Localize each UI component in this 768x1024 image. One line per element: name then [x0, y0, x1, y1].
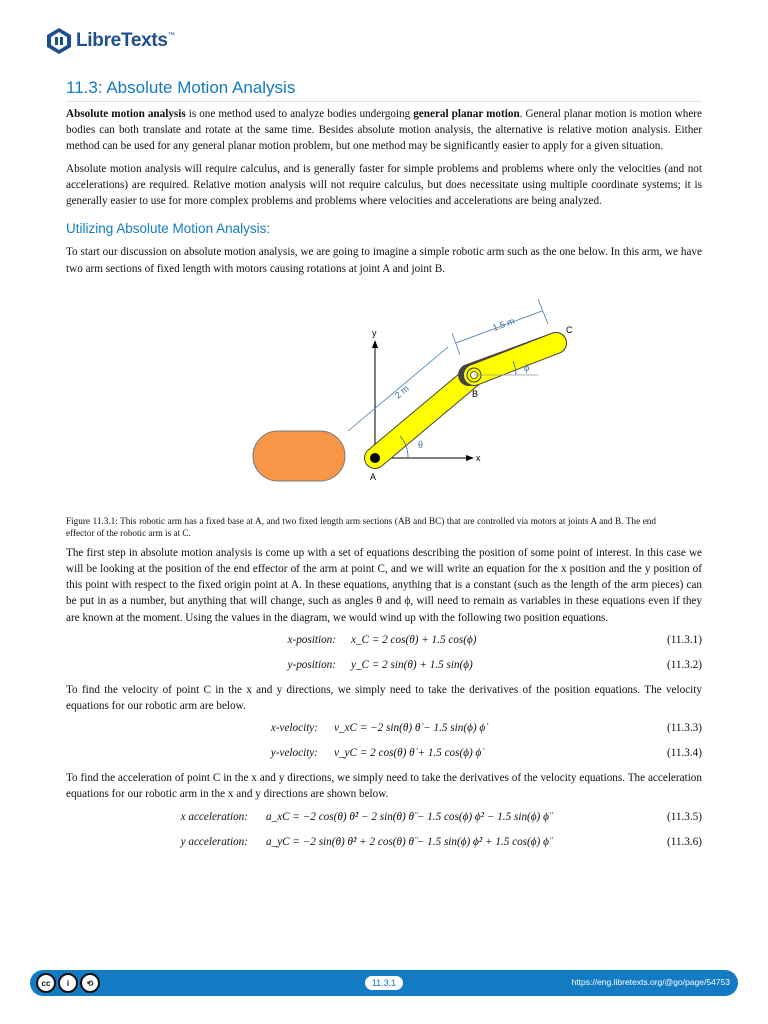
- robotic-arm-figure: [66, 283, 702, 513]
- joint-a: [370, 453, 380, 463]
- paragraph-acceleration: To find the acceleration of point C in the x and y directions, we simply need to take the derivatives of the velocity equations. The acceleration equations for our robotic arm in the x and y directions are shown below.: [66, 772, 702, 801]
- paragraph-position: The first step in absolute motion analysis is come up with a set of equations describing the position of some point of interest. In this case we will be looking at the position of the end effector of the arm at point C, and we will write an equation for the x position and the y position of this point with respect to the fixed origin point at A. In these equations, anything that is a constant (such as the length of the arm pieces) can be put in as a number, but anything that will change, such as angles θ and ϕ, will need to remain as variables in these equations even if they are known at the moment. Using the values in the diagram, we would wind up with the following two position equations.: [66, 546, 702, 624]
- robotic-arm-diagram: [248, 291, 573, 506]
- page-footer: [30, 970, 738, 996]
- page-number: 11.3.1: [365, 976, 403, 990]
- page-title: 11.3: Absolute Motion Analysis: [66, 78, 702, 102]
- equation-11-3-3: x-velocity: v_xC = −2 sin(θ) θ̇ − 1.5 sin(ϕ) ϕ̇ (11.3.3): [270, 722, 702, 735]
- logo-text: LibreTexts™: [76, 30, 175, 51]
- article-body: [66, 106, 702, 859]
- arm-base: [253, 431, 345, 481]
- paragraph-velocity: To find the velocity of point C in the x and y directions, we simply need to take the derivatives of the position equations. The velocity equations for our robotic arm are below.: [66, 683, 702, 713]
- paragraph-calculus: Absolute motion analysis will require calculus, and is generally faster for simple problems and problems where only the velocities (and not accelerations) are required. Relative motion analysis will not require calculus, but does necessitate using multiple coordinate systems; it is generally easier to use for more complex problems and problems where velocities and accelerations are being analyzed.: [66, 162, 702, 208]
- svg-text:A: A: [370, 471, 377, 482]
- equation-11-3-6: y acceleration: a_yC = −2 sin(θ) θ̇² + 2 cos(θ) θ̈ − 1.5 sin(ϕ) ϕ̇² + 1.5 cos(ϕ) ϕ̈ (11.3.6): [180, 835, 702, 848]
- libretexts-logo-icon: [46, 27, 72, 55]
- equation-11-3-2: y-position: y_C = 2 sin(θ) + 1.5 sin(ϕ) (11.3.2): [287, 658, 702, 671]
- svg-text:y: y: [372, 327, 377, 338]
- attribution-icon: i: [58, 973, 78, 993]
- page-url-link[interactable]: https://eng.libretexts.org/@go/page/54753: [571, 977, 730, 987]
- share-alike-icon: ⟲: [80, 973, 100, 993]
- svg-text:ϕ: ϕ: [524, 362, 530, 374]
- paragraph-robotic-arm: To start our discussion on absolute motion analysis, we are going to imagine a simple robotic arm such as the one below. In this arm, we have two arm sections of fixed length with motors causing rotations at joint A and joint B.: [66, 246, 702, 275]
- svg-text:x: x: [476, 452, 481, 463]
- svg-text:2 m: 2 m: [392, 383, 411, 401]
- section-heading: Utilizing Absolute Motion Analysis:: [66, 221, 271, 237]
- paragraph-intro: Absolute motion analysis is one method used to analyze bodies undergoing general planar motion. General planar motion is motion where bodies can both translate and rotate at the same time. Besides absolute motion analysis, the alternative is relative motion analysis. Either method can be used for any general planar motion problem, but one method may be significantly easier to apply for a given situation.: [66, 108, 702, 153]
- svg-text:θ: θ: [418, 439, 423, 451]
- svg-text:B: B: [472, 388, 479, 399]
- equation-11-3-1: x-position: x_C = 2 cos(θ) + 1.5 cos(ϕ) (11.3.1): [287, 633, 702, 646]
- cc-license-badge[interactable]: [36, 973, 100, 993]
- svg-text:1.5 m: 1.5 m: [491, 315, 516, 333]
- figure-caption: Figure 11.3.1: This robotic arm has a fixed base at A, and two fixed length arm sections (AB and BC) that are controlled via motors at joints A and B. The end effector of the robotic arm is at C.: [66, 515, 656, 538]
- equation-11-3-5: x acceleration: a_xC = −2 cos(θ) θ̇² − 2 sin(θ) θ̈ − 1.5 cos(ϕ) ϕ̇² − 1.5 sin(ϕ) ϕ̈ (11.3.5): [180, 810, 702, 823]
- libretexts-logo[interactable]: [46, 27, 174, 55]
- cc-icon: cc: [36, 973, 56, 993]
- equation-11-3-4: y-velocity: v_yC = 2 cos(θ) θ̇ + 1.5 cos(ϕ) ϕ̇ (11.3.4): [270, 747, 702, 760]
- svg-text:C: C: [566, 324, 573, 335]
